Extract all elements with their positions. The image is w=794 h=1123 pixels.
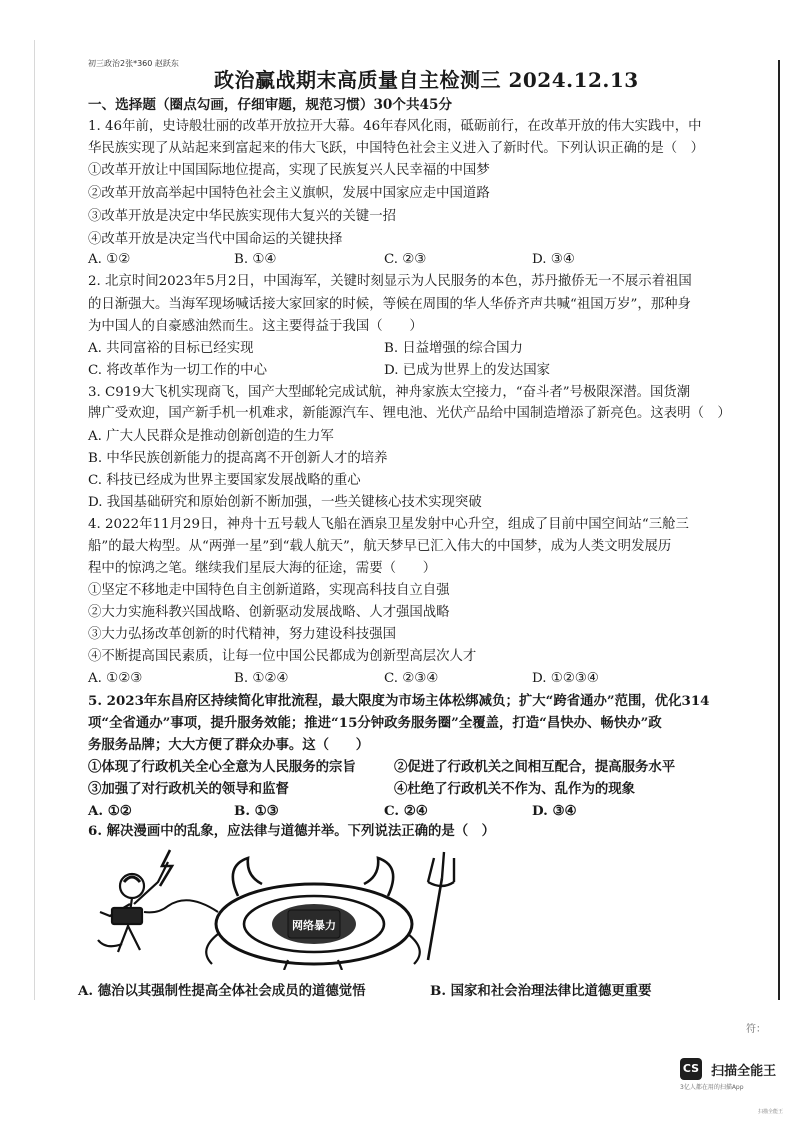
q2-stem-line3: 为中国人的自豪感油然而生。这主要得益于我国（ ） [88, 319, 423, 334]
scanner-corner-mark: 扫描全能王 [758, 1109, 784, 1115]
q4-statement-4: ④不断提高国民素质，让每一位中国公民都成为创新型高层次人才 [88, 649, 477, 664]
q2-option-a[interactable]: A. 共同富裕的目标已经实现 [88, 341, 254, 356]
scanner-watermark [680, 1058, 776, 1091]
q5-statement-1: ①体现了行政机关全心全意为人民服务的宗旨 [88, 759, 356, 775]
q3-option-b[interactable]: B. 中华民族创新能力的提高离不开创新人才的培养 [88, 451, 388, 466]
q6-stem: 6. 解决漫画中的乱象，应法律与道德并举。下列说法正确的是（ ） [88, 823, 495, 839]
q4-stem-line2: 船”的最大构型。从“两弹一星”到“载人航天”，航天梦早已汇入伟大的中国梦，成为人类文明发展历 [88, 539, 672, 554]
q1-statement-2: ②改革开放高举起中国特色社会主义旗帜，发展中国家应走中国道路 [88, 186, 490, 201]
section-heading: 一、选择题（圈点勾画，仔细审题，规范习惯）30个共45分 [88, 97, 453, 113]
q3-stem-line1: 3. C919大飞机实现商飞，国产大型邮轮完成试航，神舟家族太空接力，“奋斗者”号极限深潜。国货潮 [88, 385, 691, 400]
q4-statement-3: ③大力弘扬改革创新的时代精神，努力建设科技强国 [88, 627, 396, 642]
q5-option-d[interactable]: D. ③④ [532, 803, 577, 819]
scan-left-edge [34, 40, 35, 1000]
q6-option-a[interactable]: A. 德治以其强制性提高全体社会成员的道德觉悟 [78, 983, 366, 999]
q5-option-c[interactable]: C. ②④ [384, 803, 428, 819]
q1-statement-1: ①改革开放让中国国际地位提高，实现了民族复兴人民幸福的中国梦 [88, 163, 490, 178]
header-note: 初三政治2张*360 赵跃东 [88, 59, 179, 68]
q4-statement-1: ①坚定不移地走中国特色自主创新道路，实现高科技自立自强 [88, 583, 450, 598]
q1-option-c[interactable]: C. ②③ [384, 252, 427, 267]
q4-stem-line3: 程中的惊鸿之笔。继续我们星辰大海的征途，需要（ ） [88, 561, 437, 576]
cutoff-text: 符： [746, 1024, 766, 1035]
page-title: 政治赢战期末高质量自主检测三 2024.12.13 [214, 68, 639, 92]
q4-option-b[interactable]: B. ①②④ [234, 671, 289, 686]
q2-option-c[interactable]: C. 将改革作为一切工作的中心 [88, 363, 267, 378]
q3-option-d[interactable]: D. 我国基础研究和原始创新不断加强，一些关键核心技术实现突破 [88, 495, 482, 510]
q6-option-b[interactable]: B. 国家和社会治理法律比道德更重要 [430, 983, 652, 999]
q1-statement-3: ③改革开放是决定中华民族实现伟大复兴的关键一招 [88, 209, 396, 224]
q1-option-b[interactable]: B. ①④ [234, 252, 277, 267]
q3-option-a[interactable]: A. 广大人民群众是推动创新创造的生力军 [88, 429, 334, 444]
q1-option-a[interactable]: A. ①② [88, 252, 131, 267]
q4-option-c[interactable]: C. ②③④ [384, 671, 439, 686]
q4-option-a[interactable]: A. ①②③ [88, 671, 143, 686]
q5-stem-line1: 5. 2023年东昌府区持续简化审批流程，最大限度为市场主体松绑减负；扩大“跨省通办”范围，优化314 [88, 693, 710, 709]
q1-stem-line2: 华民族实现了从站起来到富起来的伟大飞跃，中国特色社会主义进入了新时代。下列认识正确的是（ ） [88, 141, 704, 156]
cartoon-label: 网络暴力 [292, 919, 336, 932]
q4-option-d[interactable]: D. ①②③④ [532, 671, 599, 686]
q1-stem-line1: 1. 46年前，史诗般壮丽的改革开放拉开大幕。46年春风化雨，砥砺前行，在改革开放的伟大实践中，中 [88, 119, 702, 134]
q3-option-c[interactable]: C. 科技已经成为世界主要国家发展战略的重心 [88, 473, 361, 488]
q2-stem-line1: 2. 北京时间2023年5月2日，中国海军，关键时刻显示为人民服务的本色，苏丹撤侨无一不展示着祖国 [88, 274, 692, 289]
scan-right-edge [778, 60, 780, 1000]
q2-option-d[interactable]: D. 已成为世界上的发达国家 [384, 363, 551, 378]
scanner-tagline: 3亿人都在用的扫描App [680, 1084, 744, 1091]
q5-stem-line3: 务服务品牌；大大方便了群众办事。这（ ） [88, 737, 370, 753]
q5-statement-3: ③加强了对行政机关的领导和监督 [88, 781, 289, 797]
q2-stem-line2: 的日渐强大。当海军现场喊话接大家回家的时候，等候在周围的华人华侨齐声共喊“祖国万岁”，那种身 [88, 297, 691, 312]
scanner-name: 扫描全能王 [711, 1063, 777, 1079]
q5-option-b[interactable]: B. ①③ [234, 803, 279, 819]
q1-option-d[interactable]: D. ③④ [532, 252, 575, 267]
q1-statement-4: ④改革开放是决定当代中国命运的关键抉择 [88, 232, 343, 247]
q5-statement-2: ②促进了行政机关之间相互配合，提高服务水平 [394, 759, 676, 775]
q4-statement-2: ②大力实施科教兴国战略、创新驱动发展战略、人才强国战略 [88, 605, 450, 620]
q2-option-b[interactable]: B. 日益增强的综合国力 [384, 341, 523, 356]
q5-statement-4: ④杜绝了行政机关不作为、乱作为的现象 [394, 781, 636, 797]
q5-stem-line2: 项“全省通办”事项，提升服务效能；推进“15分钟政务服务圈”全覆盖，打造“昌快办、畅快办”政 [88, 715, 662, 731]
cartoon-illustration [88, 842, 508, 970]
q4-stem-line1: 4. 2022年11月29日，神舟十五号载人飞船在酒泉卫星发射中心升空，组成了目前中国空间站“三舱三 [88, 517, 689, 532]
q5-option-a[interactable]: A. ①② [88, 803, 132, 819]
scanner-logo-icon: CS [680, 1058, 702, 1080]
q3-stem-line2: 牌广受欢迎，国产新手机一机难求，新能源汽车、锂电池、光伏产品给中国制造增添了新亮色。这表明（ ） [88, 406, 731, 421]
